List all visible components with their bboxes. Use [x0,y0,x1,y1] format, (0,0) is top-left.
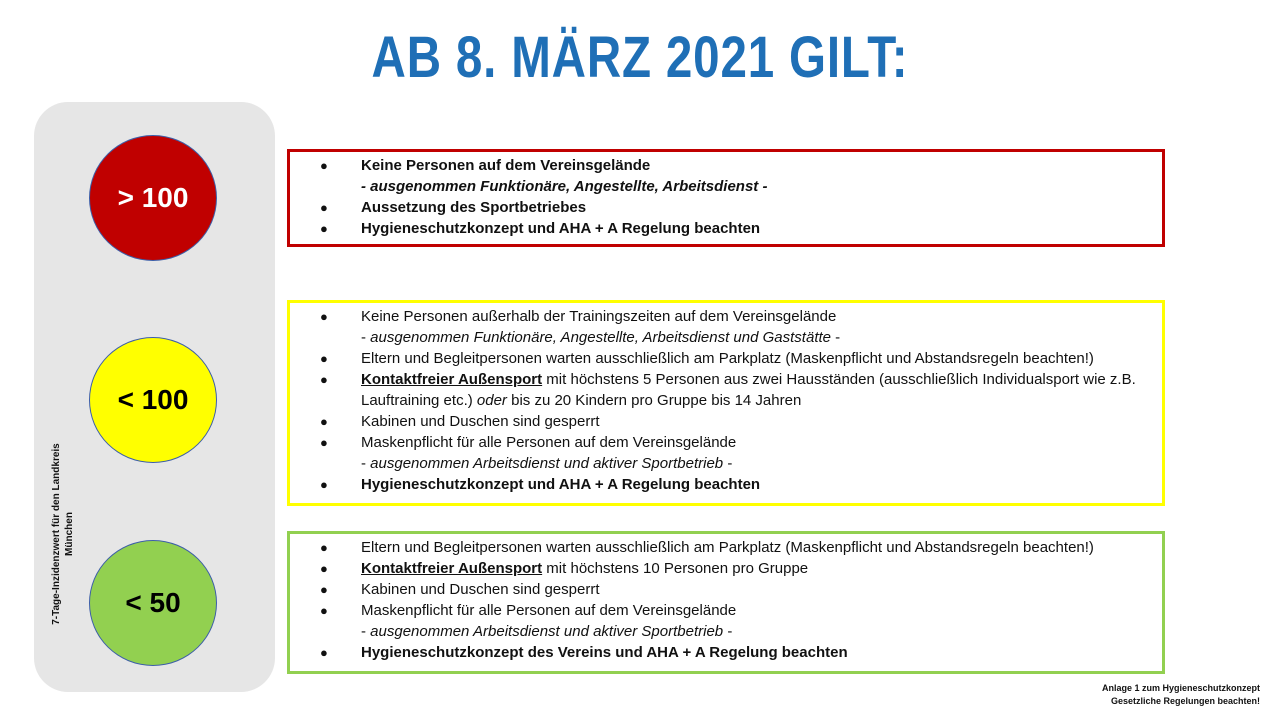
rule-text-italic: oder [476,392,507,409]
rule-text: Hygieneschutzkonzept und AHA + A Regelung beachten [361,476,761,493]
rule-text: Maskenpflicht für alle Personen auf dem Vereinsgelände [361,602,737,619]
list-item-sub [290,327,1162,348]
bullet-icon: ● [320,351,328,366]
list-item [290,411,1162,432]
rule-text: Kabinen und Duschen sind gesperrt [361,581,600,598]
list-item [290,432,1162,453]
list-item [290,474,1162,495]
rule-highlight: Kontaktfreier Außensport [361,371,543,388]
rule-text: mit höchstens 5 Personen aus zwei Hausständen (ausschließlich Individualsport wie z.B. Lauftraining etc.) [361,371,1136,409]
incidence-axis-label: 7-Tage-Inzidenzwert für den Landkreis München [51,443,75,625]
rule-highlight: Kontaktfreier Außensport [361,560,543,577]
rule-text: Kabinen und Duschen sind gesperrt [361,413,600,430]
rule-text: Hygieneschutzkonzept und AHA + A Regelung beachten [361,220,761,237]
list-item [290,642,1162,663]
traffic-light-green [89,540,217,666]
list-item-sub [290,621,1162,642]
list-item [290,197,1162,218]
rule-subtext: ausgenommen Arbeitsdienst und aktiver Sportbetrieb [370,455,724,472]
rule-subtext-prefix: - [361,623,371,640]
rules-box-under-100 [287,300,1165,506]
bullet-icon: ● [320,540,328,555]
rule-text: mit höchstens 10 Personen pro Gruppe [542,560,809,577]
list-item-sub [290,453,1162,474]
list-item [290,155,1162,176]
traffic-light-yellow [89,337,217,463]
rule-subtext-suffix: - [723,623,733,640]
rule-subtext-suffix: - [723,455,733,472]
footer-line-2: Gesetzliche Regelungen beachten! [1110,696,1260,706]
bullet-icon: ● [320,582,328,597]
light-yellow-label: < 100 [117,384,189,415]
list-item [290,579,1162,600]
bullet-icon: ● [320,158,328,173]
rule-subtext: - ausgenommen Funktionäre, Angestellte, Arbeitsdienst - [361,178,768,195]
bullet-icon: ● [320,603,328,618]
list-item [290,348,1162,369]
rule-text: Hygieneschutzkonzept des Vereins und AHA + A Regelung beachten [361,644,848,661]
rule-text: Eltern und Begleitpersonen warten ausschließlich am Parkplatz (Maskenpflicht und Abstandsregeln beachten!) [361,350,1094,367]
bullet-icon: ● [320,309,328,324]
footer-note [1102,682,1260,708]
rule-subtext: ausgenommen Arbeitsdienst und aktiver Sportbetrieb [370,623,724,640]
rule-subtext-prefix: - [361,329,371,346]
list-item [290,558,1162,579]
list-item-sub [290,176,1162,197]
list-item [290,306,1162,327]
light-green-label: < 50 [125,587,181,618]
list-item [290,537,1162,558]
rule-text: Eltern und Begleitpersonen warten ausschließlich am Parkplatz (Maskenpflicht und Abstandsregeln beachten!) [361,539,1094,556]
rules-box-under-50 [287,531,1165,674]
bullet-icon: ● [320,200,328,215]
rule-subtext: ausgenommen Funktionäre, Angestellte, Arbeitsdienst und Gaststätte [370,329,831,346]
rule-text: Maskenpflicht für alle Personen auf dem Vereinsgelände [361,434,737,451]
rule-subtext-suffix: - [831,329,841,346]
bullet-icon: ● [320,477,328,492]
page-title: AB 8. MÄRZ 2021 GILT: [371,25,909,90]
bullet-icon: ● [320,645,328,660]
bullet-icon: ● [320,435,328,450]
rule-text: Keine Personen auf dem Vereinsgelände [361,157,651,174]
rule-text: bis zu 20 Kindern pro Gruppe bis 14 Jahren [506,392,802,409]
rule-text: Aussetzung des Sportbetriebes [361,199,587,216]
rule-subtext-prefix: - [361,455,371,472]
list-item [290,600,1162,621]
traffic-light-red [89,135,217,261]
rule-text: Keine Personen außerhalb der Trainingszeiten auf dem Vereinsgelände [361,308,837,325]
bullet-icon: ● [320,561,328,576]
bullet-icon: ● [320,414,328,429]
bullet-icon: ● [320,221,328,236]
footer-line-1: Anlage 1 zum Hygieneschutzkonzept [1101,683,1260,693]
list-item [290,369,1162,411]
light-red-label: > 100 [117,182,189,213]
bullet-icon: ● [320,372,328,387]
list-item [290,218,1162,239]
rules-box-over-100 [287,149,1165,247]
